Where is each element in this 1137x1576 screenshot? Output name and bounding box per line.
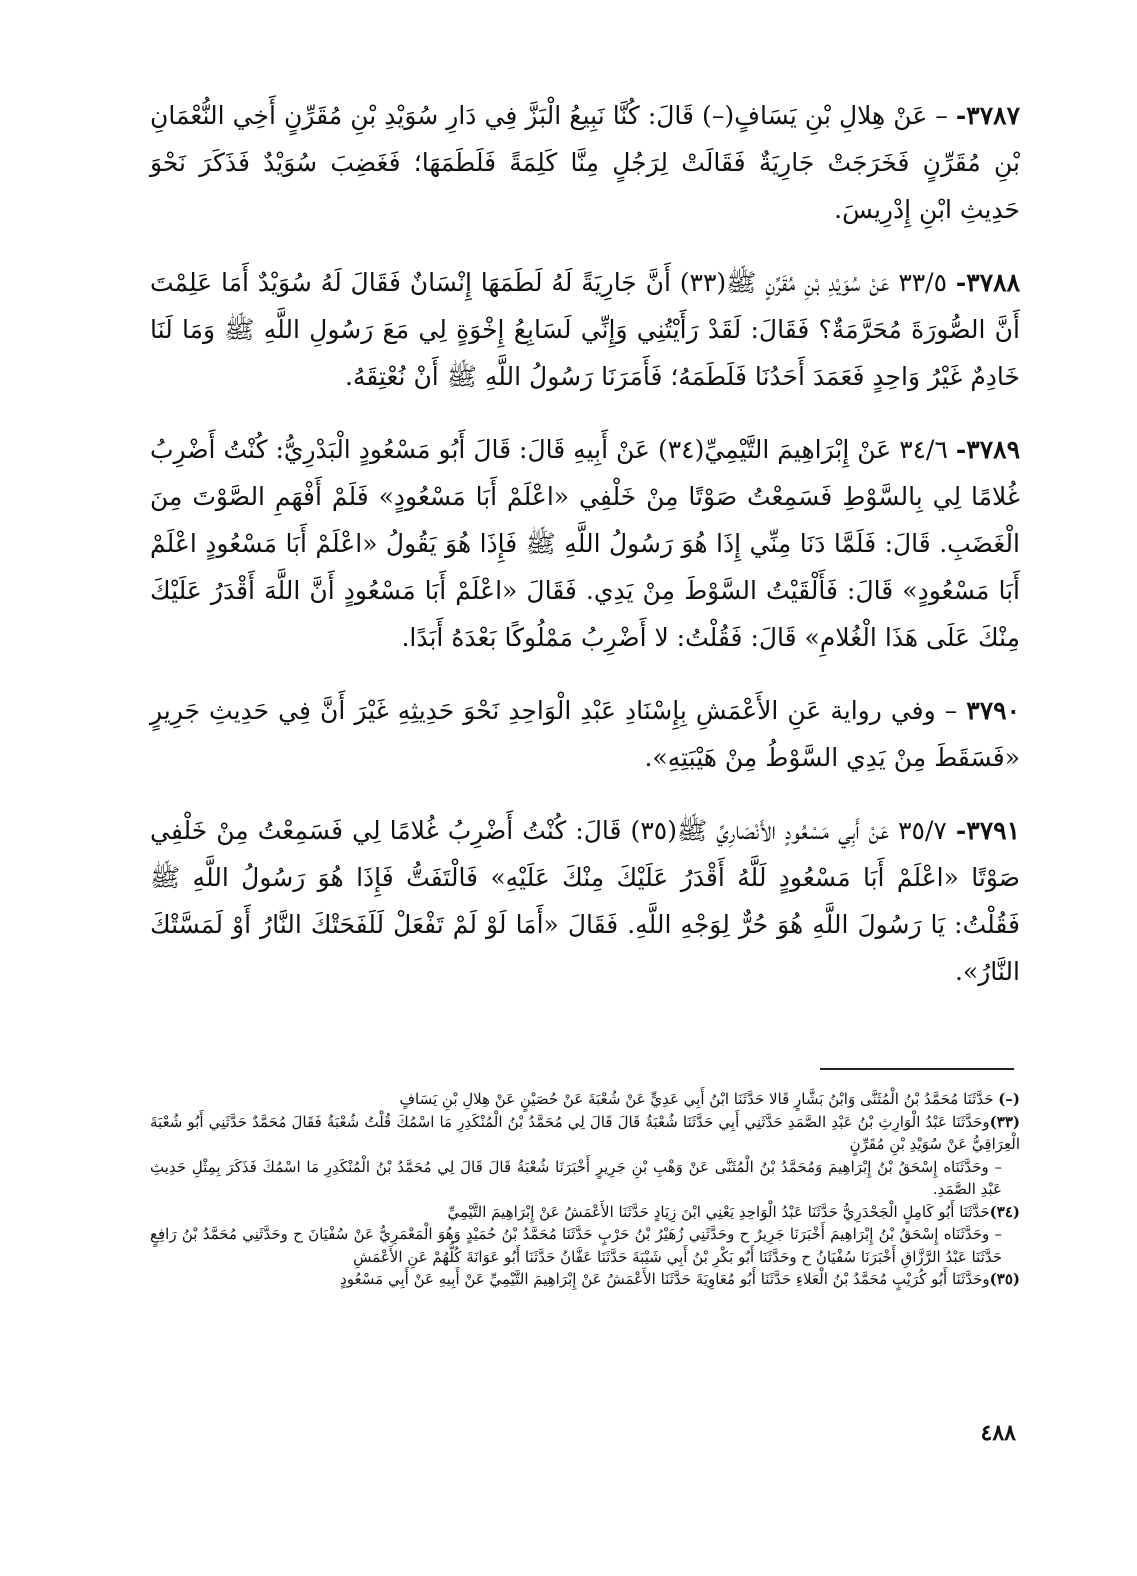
footnote-mark: (٣٣) [989, 1112, 1020, 1131]
hadith-number: ٣٧٩١- [955, 816, 1021, 845]
hadith-3787 [150, 92, 1020, 233]
hadith-3791 [150, 807, 1020, 995]
hadith-text: – وفي رواية عَنِ الأَعْمَشِ بِإِسْنَادِ عَبْدِ الْوَاحِدِ نَحْوَ حَدِيثِهِ غَيْرَ أَنَّ فِي حَدِيثِ جَرِيرٍ «فَسَقَطَ مِنْ يَدِي السَّوْطُ مِنْ هَيْبَتِهِ». [150, 696, 1020, 772]
hadith-number: ٣٧٨٨- [955, 268, 1020, 297]
footnote-text: – وحَدَّثَنَاه إِسْحَقُ بْنُ إِبْرَاهِيمَ أَخْبَرَنَا جَرِيرٌ ح وحَدَّثَنِي زُهَيْرُ بْنُ حَرْبٍ حَدَّثَنَا مُحَمَّدُ بْنُ حُمَيْدٍ وَهُوَ الْمَعْمَرِيُّ عَنْ سُفْيَانَ ح وحَدَّثَنِي مُحَمَّدُ بْنُ رَافِعٍ حَدَّثَنَا عَبْدُ الرَّزَّاقِ أَخْبَرَنَا سُفْيَانُ ح وحَدَّثَنَا أَبُو بَكْرِ بْنُ أَبِي شَيْبَةَ حَدَّثَنَا عَفَّانُ حَدَّثَنَا أَبُو عَوَانَةَ كُلُّهُمْ عَنِ الأَعْمَشِ [150, 1225, 1002, 1266]
hadith-text: ٣٣/٥ عَنْ سُوَيْدِ بْنِ مُقَرِّنٍ ﷺ(٣٣) أَنَّ جَارِيَةً لَهُ لَطَمَهَا إِنْسَانٌ فَقَالَ لَهُ سُوَيْدٌ أَمَا عَلِمْتَ أَنَّ الصُّورَةَ مُحَرَّمَةٌ؟ فَقَالَ: لَقَدْ رَأَيْتُنِي وَإِنِّي لَسَابِعُ إِخْوَةٍ لِي مَعَ رَسُولِ اللَّهِ ﷺ وَمَا لَنَا خَادِمٌ غَيْرُ وَاحِدٍ فَعَمَدَ أَحَدُنَا فَلَطَمَهُ؛ فَأَمَرَنَا رَسُولُ اللَّهِ ﷺ أَنْ نُعْتِقَهُ. [150, 268, 1020, 391]
hadith-number: ٣٧٩٠ [966, 696, 1020, 725]
hadith-text: ٣٤/٦ عَنْ إِبْرَاهِيمَ التَّيْمِيِّ(٣٤) عَنْ أَبِيهِ قَالَ: قَالَ أَبُو مَسْعُودٍ الْبَدْرِيُّ: كُنْتُ أَضْرِبُ غُلامًا لِي بِالسَّوْطِ فَسَمِعْتُ صَوْتًا مِنْ خَلْفِي «اعْلَمْ أَبَا مَسْعُودٍ» فَلَمْ أَفْهَمِ الصَّوْتَ مِنَ الْغَضَبِ. قَالَ: فَلَمَّا دَنَا مِنِّي إِذَا هُوَ رَسُولُ اللَّهِ ﷺ فَإِذَا هُوَ يَقُولُ «اعْلَمْ أَبَا مَسْعُودٍ اعْلَمْ أَبَا مَسْعُودٍ» قَالَ: فَأَلْقَيْتُ السَّوْطَ مِنْ يَدِي. فَقَالَ «اعْلَمْ أَبَا مَسْعُودٍ أَنَّ اللَّهَ أَقْدَرُ عَلَيْكَ مِنْكَ عَلَى هَذَا الْغُلامِ» قَالَ: فَقُلْتُ: لا أَضْرِبُ مَمْلُوكًا بَعْدَهُ أَبَدًا. [150, 435, 1020, 652]
footnote-mark: (٣٤) [989, 1202, 1020, 1221]
footnote-text: حَدَّثَنَا مُحَمَّدُ بْنُ الْمُثَنَّى وَابْنُ بَشَّارٍ قَالا حَدَّثَنَا ابْنُ أَبِي عَدِيٍّ عَنْ شُعْبَةَ عَنْ حُصَيْنٍ عَنْ هِلالِ بْنِ يَسَافٍ [399, 1090, 994, 1108]
page-number: ٤٨٨ [980, 1420, 1016, 1446]
footnote-text: حَدَّثَنَا أَبُو كَامِلٍ الْجَحْدَرِيُّ حَدَّثَنَا عَبْدُ الْوَاحِدِ يَعْنِي ابْنَ زِيَادٍ حَدَّثَنَا الأَعْمَشُ عَنْ إِبْرَاهِيمَ التَّيْمِيِّ [447, 1202, 990, 1221]
footnote-text: وحَدَّثَنَا عَبْدُ الْوَارِثِ بْنُ عَبْدِ الصَّمَدِ حَدَّثَنِي أَبِي حَدَّثَنَا شُعْبَةُ قَالَ قَالَ لِي مُحَمَّدُ بْنُ الْمُنْكَدِرِ مَا اسْمُكَ قُلْتُ شُعْبَةُ فَقَالَ مُحَمَّدٌ حَدَّثَنِي أَبُو شُعْبَةَ الْعِرَاقِيُّ عَنْ سُوَيْدِ بْنِ مُقَرِّنٍ [150, 1112, 1020, 1153]
hadith-3788 [150, 259, 1020, 400]
hadith-number: ٣٧٨٧- [955, 101, 1020, 130]
footnote-text: وحَدَّثَنَا أَبُو كُرَيْبٍ مُحَمَّدُ بْنُ الْعَلاءِ حَدَّثَنَا أَبُو مُعَاوِيَةَ حَدَّثَنَا الأَعْمَشُ عَنْ إِبْرَاهِيمَ التَّيْمِيِّ عَنْ أَبِيهِ عَنْ أَبِي مَسْعُودٍ [340, 1270, 990, 1288]
footnote-dash [150, 1088, 1020, 1111]
footnote-mark: (٣٥) [989, 1270, 1020, 1288]
footnote-34 [150, 1201, 1020, 1224]
footnote-mark: (–) [998, 1090, 1020, 1108]
hadith-text: – عَنْ هِلالِ بْنِ يَسَافٍ(–) قَالَ: كُنَّا نَبِيعُ الْبَزَّ فِي دَارِ سُوَيْدِ بْنِ مُقَرِّنٍ أَخِي النُّعْمَانِ بْنِ مُقَرِّنٍ فَخَرَجَتْ جَارِيَةٌ فَقَالَتْ لِرَجُلٍ مِنَّا كَلِمَةً فَلَطَمَهَا؛ فَغَضِبَ سُوَيْدٌ فَذَكَرَ نَحْوَ حَدِيثِ ابْنِ إِدْرِيسَ. [150, 101, 1020, 224]
footnotes [150, 1088, 1020, 1291]
footnote-34-continuation [150, 1223, 1020, 1268]
hadith-text: ٣٥/٧ عَنْ أَبِي مَسْعُودٍ الأَنْصَارِيِّ ﷺ(٣٥) قَالَ: كُنْتُ أَضْرِبُ غُلامًا لِي فَسَمِعْتُ مِنْ خَلْفِي صَوْتًا «اعْلَمْ أَبَا مَسْعُودٍ لَلَّهُ أَقْدَرُ عَلَيْكَ مِنْكَ عَلَيْهِ» فَالْتَفَتُّ فَإِذَا هُوَ رَسُولُ اللَّهِ ﷺ فَقُلْتُ: يَا رَسُولَ اللَّهِ هُوَ حُرٌّ لِوَجْهِ اللَّهِ. فَقَالَ «أَمَا لَوْ لَمْ تَفْعَلْ لَلَفَحَتْكَ النَّارُ أَوْ لَمَسَّتْكَ النَّارُ». [150, 816, 1020, 986]
footnote-35 [150, 1268, 1020, 1291]
hadith-3789 [150, 426, 1020, 661]
footnote-divider [820, 1068, 1014, 1070]
footnote-text: – وحَدَّثَنَاه إِسْحَقُ بْنُ إِبْرَاهِيمَ وَمُحَمَّدُ بْنُ الْمُثَنَّى عَنْ وَهْبِ بْنِ جَرِيرٍ أَخْبَرَنَا شُعْبَةُ قَالَ قَالَ لِي مُحَمَّدُ بْنُ الْمُنْكَدِرِ مَا اسْمُكَ فَذَكَرَ بِمِثْلِ حَدِيثِ عَبْدِ الصَّمَدِ. [150, 1157, 1002, 1198]
footnote-33-continuation [150, 1156, 1020, 1201]
hadith-number: ٣٧٨٩- [955, 435, 1020, 464]
footnote-33 [150, 1111, 1020, 1156]
hadith-3790 [150, 687, 1020, 781]
hadith-text-body [150, 92, 1020, 1021]
